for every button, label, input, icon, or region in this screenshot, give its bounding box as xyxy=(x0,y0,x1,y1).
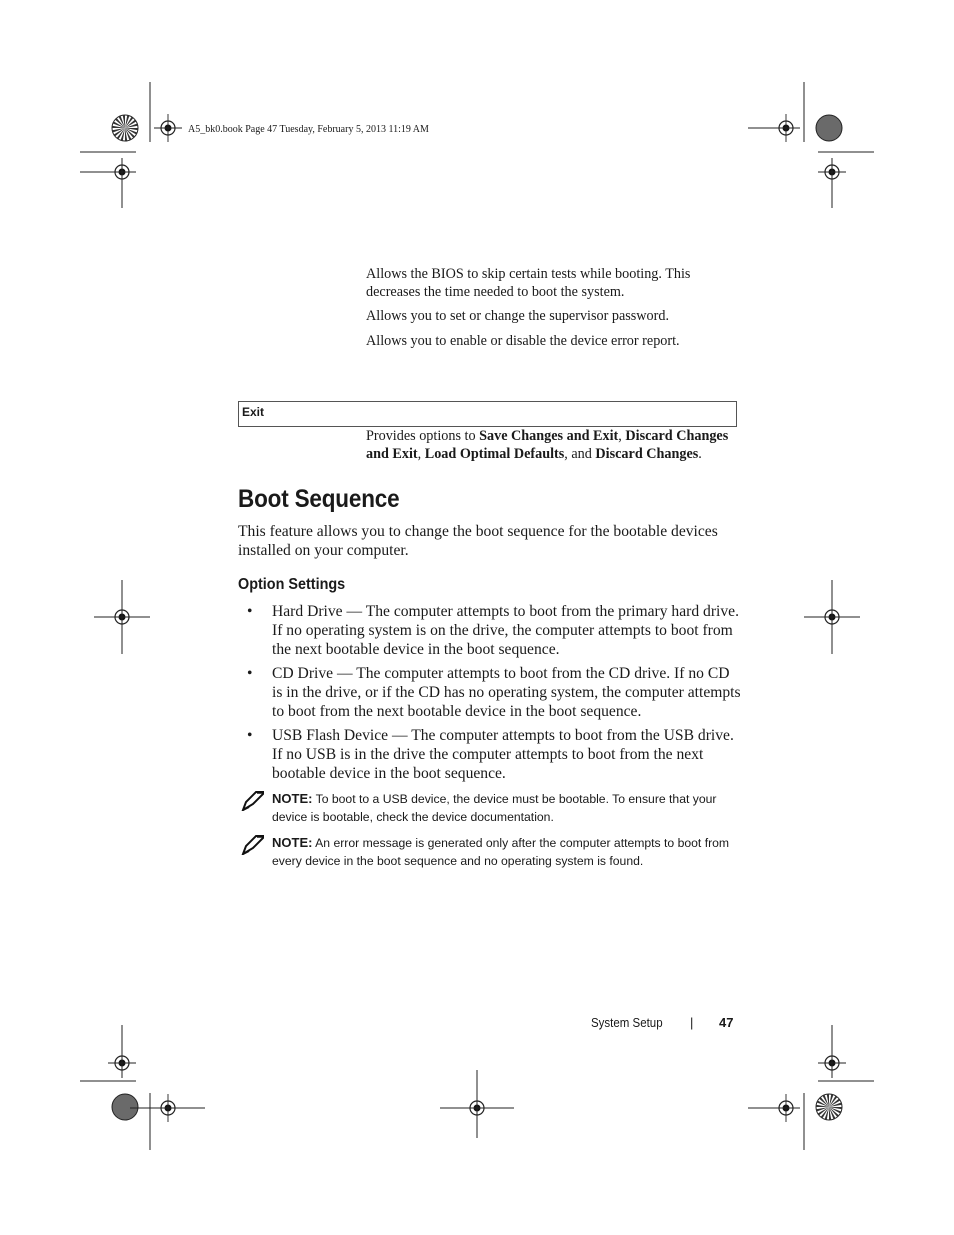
save-changes-and-exit-term: Save Changes and Exit xyxy=(479,428,619,444)
list-item-text: The computer attempts to boot from the USB drive. If no USB is in the drive the computer attempts to boot from the next bootable device in the boot sequence. xyxy=(272,727,734,782)
footer-section-name: System Setup xyxy=(591,1016,663,1030)
printer-gray-disc-icon xyxy=(816,115,842,141)
note-label: NOTE: xyxy=(272,791,313,806)
bullet: • xyxy=(247,603,253,620)
bios-row-description: Allows the BIOS to skip certain tests while booting. This decreases the time needed to boot the system. xyxy=(366,266,691,300)
discard-changes-and-exit-term: Discard Changes and Exit xyxy=(366,428,729,462)
page-number: 47 xyxy=(719,1015,734,1030)
printer-starburst-icon xyxy=(816,1094,842,1120)
note-text: To boot to a USB device, the device must be bootable. To ensure that your device is bootable, check the device documentation. xyxy=(272,792,717,824)
list-item-text: The computer attempts to boot from the CD drive. If no CD is in the drive, or if the CD has no operating system, the computer attempts to boot from the next bootable device in the boot sequence. xyxy=(272,665,741,720)
list-item xyxy=(247,727,742,783)
list-item-text: The computer attempts to boot from the primary hard drive. If no operating system is on the drive, the computer attempts to boot from the next bootable device in the boot sequence. xyxy=(272,603,739,658)
printer-gray-disc-icon xyxy=(112,1094,138,1120)
section-intro: This feature allows you to change the boot sequence for the bootable devices installed on your computer. xyxy=(238,523,718,559)
bios-row-description: Allows you to set or change the supervisor password. xyxy=(366,308,670,324)
list-item-term: USB Flash Device — xyxy=(272,727,408,744)
exit-table-description: Provides options to Save Changes and Exit, Discard Changes and Exit, Load Optimal Defaults, and Discard Changes. xyxy=(366,428,729,462)
bullet: • xyxy=(247,727,253,744)
exit-table-header xyxy=(238,401,737,427)
note-label: NOTE: xyxy=(272,835,313,850)
section-title: Boot Sequence xyxy=(238,485,400,513)
list-item: • CD Drive — The computer attempts to boot from the CD drive. If no CD is in the drive, or if the CD has no operating system, the computer attempts to boot from the next bootable device in the boot sequence. xyxy=(247,665,741,720)
pencil-note-icon xyxy=(241,835,265,855)
pencil-note-icon xyxy=(241,791,265,811)
discard-changes-term: Discard Changes xyxy=(595,445,699,462)
print-header: A5_bk0.book Page 47 Tuesday, February 5, 2013 11:19 AM xyxy=(188,124,429,135)
footer-separator: | xyxy=(690,1015,694,1030)
list-item-term: CD Drive xyxy=(272,665,334,682)
subsection-title: Option Settings xyxy=(238,576,346,593)
printer-starburst-icon xyxy=(112,115,138,141)
bios-row-description: Allows you to enable or disable the device error report. xyxy=(366,333,680,349)
note-text: An error message is generated only after the computer attempts to boot from every device in the boot sequence and no operating system is found. xyxy=(272,836,730,868)
bullet: • xyxy=(247,665,253,682)
list-item-term: Hard Drive xyxy=(272,603,343,620)
load-optimal-defaults-term: Load Optimal Defaults xyxy=(424,445,565,462)
list-item: • Hard Drive — The computer attempts to boot from the primary hard drive. If no operating system is on the drive, the computer attempts to boot from the next bootable device in the boot sequence. xyxy=(247,603,739,658)
exit-table-header-label: Exit xyxy=(242,405,265,419)
